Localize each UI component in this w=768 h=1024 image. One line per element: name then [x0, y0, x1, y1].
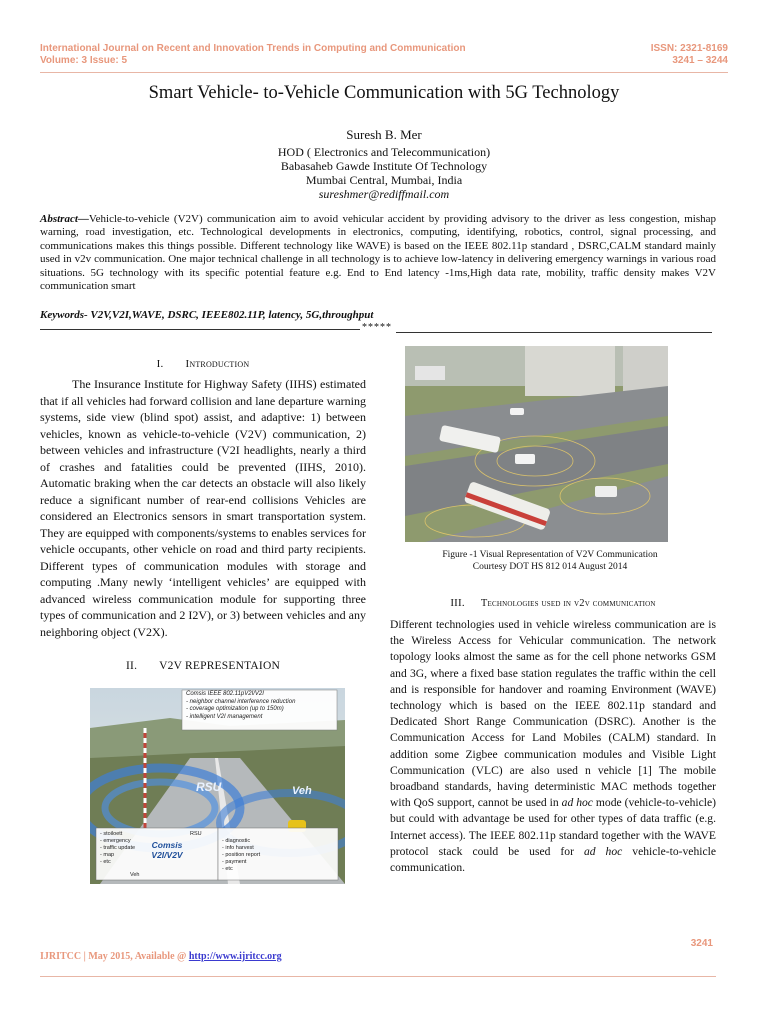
- v2v-communication-figure: [405, 346, 668, 542]
- left-list-item: - stoiloett: [100, 831, 123, 837]
- figure-2-right-list: [222, 838, 260, 873]
- left-list-item: - emergency: [100, 838, 131, 844]
- right-list-item: - etc: [222, 866, 233, 872]
- header-rule: [40, 72, 728, 73]
- comsis-center-label: Comsis V2I/V2V: [151, 840, 183, 860]
- v2v-representation-figure: [90, 688, 345, 884]
- right-list-item: - info harvest: [222, 845, 254, 851]
- section-3-text-3: vehicle-to-vehicle communication.: [390, 844, 716, 875]
- section-2-title: V2V REPRESENTAION: [159, 660, 280, 672]
- journal-volume: Volume: 3 Issue: 5: [40, 55, 128, 66]
- left-footer-label: Veh: [130, 872, 140, 878]
- section-2-number: II.: [126, 660, 138, 672]
- section-2-heading: [40, 660, 366, 672]
- abstract-text: Vehicle-to-vehicle (V2V) communication aim to avoid vehicular accident by providing advisory to the driver as less congestion, mishap warning, road investigation, etc. Technological developments in electronics, computing, identifying, robotics, control, signal processing, and communications makes this things possible. Different technology like WAVE) is based on the IEEE 802.11p standard , DSRC,CALM standard mainly used in v2v communication. One major technical challenge in all technology is to achieve low-latency in delivering emergency warnings in various road situations. 5G technology with its specific potential feature e.g. End to End latency -1ms,High data rate, mobility, traffic density makes V2V communication smart: [40, 213, 716, 293]
- section-1-heading: [40, 358, 366, 370]
- separator-stars: *****: [362, 322, 392, 333]
- callout-title: Comsis IEEE 802.11pV2I/V2I: [186, 691, 264, 697]
- affiliation-line-3: Mumbai Central, Mumbai, India: [305, 173, 463, 187]
- right-header-label: RSU: [190, 831, 202, 837]
- right-list-item: - diagnostic: [222, 838, 251, 844]
- callout-bullet-3: - intelligent V2I management: [186, 713, 263, 720]
- section-1-paragraph: The Insurance Institute for Highway Safety (IIHS) estimated that if all vehicles had forward collision and lane departure warning systems, side view (blind spot) assist, and adaptive: 1) between vehicles, known as vehicle-to-vehicle (V2V) communication, 2) between vehicles and infrastructure (V2I headlights, nearly a third of crashes and fatalities could be prevented (IIHS, 2010). Automatic braking when the car detects an obstacle will also likely reduce a significant number of rear-end collisions Vehicles are considered an Electronics sensors in smart transportation system. They are equipped with components/systems to enables services for vehicle occupants, other vehicle on road and third party recipients. Different types of communication modules with storage and computing .Many newly ‘intelligent vehicles’ are equipped with advanced wireless communication module for supporting three types of communication and 2 I2V), or 3) between vehicles and any neighboring object (V2X).: [40, 377, 366, 639]
- left-list-item: - etc: [100, 859, 111, 865]
- rsu-label: RSU: [196, 780, 222, 794]
- figure-2-left-list: [100, 831, 135, 866]
- keywords: Keywords- V2V,V2I,WAVE, DSRC, IEEE802.11P, latency, 5G,throughput: [40, 309, 374, 321]
- footer-citation: [40, 951, 282, 962]
- callout-bullet-2: - coverage optimization (up to 150m): [186, 706, 284, 712]
- traffic-scene-illustration: [405, 346, 668, 542]
- left-list-item: - map: [100, 852, 115, 858]
- journal-name: International Journal on Recent and Innovation Trends in Computing and Communication: [40, 43, 466, 54]
- section-1-number: I.: [156, 358, 164, 370]
- paper-title: Smart Vehicle- to-Vehicle Communication with 5G Technology: [148, 83, 620, 103]
- left-list-item: - traffic update: [100, 845, 136, 851]
- section-3-number: III.: [450, 597, 465, 609]
- affiliation-line-1: HOD ( Electronics and Telecommunication): [277, 145, 491, 159]
- right-list-item: - payment: [222, 859, 247, 865]
- section-3-em-1: ad hoc: [561, 796, 593, 810]
- footer-left-text: IJRITCC | May 2015, Available @: [40, 951, 189, 962]
- figure-1-caption-line-1: Figure -1 Visual Representation of V2V Communication: [442, 550, 658, 560]
- footer-page-number: 3241: [690, 938, 713, 949]
- separator-rule-left: [40, 329, 360, 330]
- journal-issn: ISSN: 2321-8169: [650, 43, 728, 54]
- separator-rule-right: [396, 332, 712, 333]
- right-list-item: - position report: [222, 852, 261, 858]
- section-3-text-2: mode (vehicle-to-vehicle) but could with advantage be used for other types of data traffic (e.g. Internet access). The IEEE 802.11p standard together with the WAVE protocol stack could be used for: [390, 796, 716, 858]
- section-1-title: Introduction: [185, 358, 250, 370]
- author-name: Suresh B. Mer: [346, 127, 422, 142]
- journal-website-link[interactable]: http://www.ijritcc.org: [188, 951, 282, 962]
- footer-rule: [40, 976, 716, 977]
- abstract: [40, 213, 716, 293]
- author-email[interactable]: sureshmer@rediffmail.com: [318, 187, 450, 201]
- section-3-heading: [390, 597, 716, 609]
- figure-2-callout: [186, 691, 295, 721]
- section-3-text-1: Different technologies used in vehicle wireless communication are is the Wireless Access for Vehicular communication. The network topology looks almost the same as for the cell phone networks GSM and 3G, where a fixed base station regulates the traffic within the cell and is responsible for handover and roaming Environment (WAVE) technology which is based on the IEEE 802.11p standard and Dedicated Short Range Communication (DSRC). Another is the Communication Access for Land Mobiles (CALM) standard. In addition some Zigbee communication modules and Visible Light Communication (VLC) are also used n vehicle [1] The mobile broadband standards, having deterministic MAC methods together with QoS support, cannot be used in: [390, 618, 716, 810]
- affiliation-line-2: Babasaheb Gawde Institute Of Technology: [280, 159, 488, 173]
- section-3-em-2: ad hoc: [583, 844, 623, 858]
- callout-bullet-1: - neighbor channel interference reduction: [186, 698, 296, 705]
- section-3-title: Technologies used in v2v communication: [480, 598, 656, 609]
- veh-label: Veh: [292, 785, 312, 797]
- section-3-paragraph: [390, 617, 716, 876]
- figure-1-caption-line-2: Courtesy DOT HS 812 014 August 2014: [472, 562, 628, 572]
- journal-pages: 3241 – 3244: [672, 55, 728, 66]
- abstract-label: Abstract—: [40, 213, 89, 225]
